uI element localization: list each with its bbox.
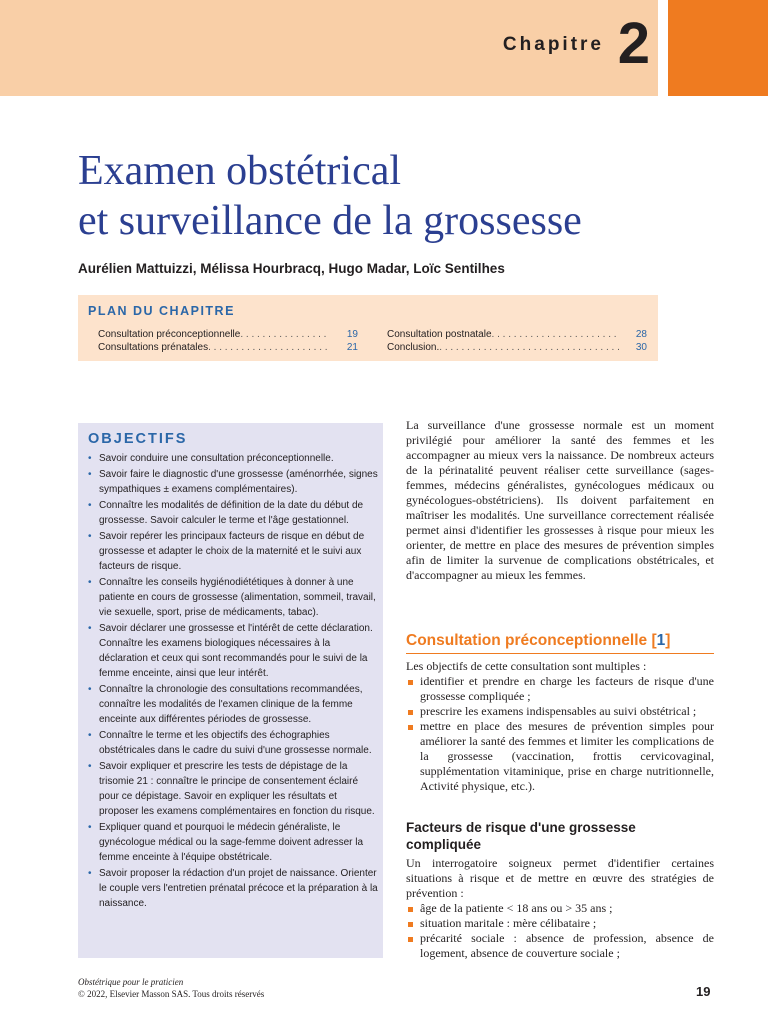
header-accent-block (668, 0, 768, 96)
chapter-number: 2 (617, 11, 650, 76)
section-lead: Les objectifs de cette consultation sont multiples : (406, 659, 647, 673)
section-heading (406, 632, 714, 654)
footer (78, 976, 264, 1000)
objective-item: • Savoir repérer les principaux facteurs de risque en début de grossesse et adapter le choix de la maternité et le suivi aux facteurs de risque. (88, 529, 378, 574)
chapter-title-line-1: Examen obstétrical (78, 148, 402, 194)
plan-entry-label: Consultation postnatale (387, 329, 492, 340)
plan-title: PLAN DU CHAPITRE (88, 304, 235, 318)
plan-entry[interactable] (98, 341, 358, 354)
objective-item: • Savoir déclarer une grossesse et l'intérêt de cette déclaration. Connaître les examens biologiques nécessaires à la déclaration et ceux qui sont recommandés pour le suivi de la femme enceinte, ainsi que leur intérêt. (88, 621, 378, 681)
list-item: situation maritale : mère célibataire ; (406, 916, 714, 931)
objective-item: • Connaître les conseils hygiénodiététiques à donner à une patiente en cours de grossesse (alimentation, sommeil, travail, vie sexuelle, sport, prise de médicaments, tabac). (88, 575, 378, 620)
page-number: 19 (696, 984, 711, 999)
plan-entry[interactable] (387, 341, 647, 354)
plan-entry-label: Consultations prénatales (98, 342, 209, 353)
subsection-heading: Facteurs de risque d'une grossesse compliquée (406, 820, 636, 852)
objective-item: • Savoir conduire une consultation préconceptionnelle. (88, 451, 378, 466)
plan-entry-page: 21 (346, 342, 358, 353)
objective-item: • Savoir proposer la rédaction d'un projet de naissance. Orienter le couple vers l'entretien prénatal précoce et la préparation à la naissance. (88, 866, 378, 911)
objectives-title: OBJECTIFS (88, 431, 188, 447)
plan-entry-page: 28 (635, 329, 647, 340)
subsection-lead: Un interrogatoire soigneux permet d'identifier certaines situations à risque et de mettre en œuvre des stratégies de prévention : (406, 856, 714, 900)
section-heading-text: Consultation préconceptionnelle (406, 632, 648, 649)
objectives-box (78, 423, 383, 958)
plan-entry[interactable] (98, 328, 358, 341)
section-list (406, 674, 714, 794)
reference-link[interactable]: 1 (656, 632, 666, 649)
list-item: âge de la patiente < 18 ans ou > 35 ans ; (406, 901, 714, 916)
section-body (406, 659, 714, 794)
objective-item: • Connaître la chronologie des consultations recommandées, connaître les modalités de l'examen clinique de la femme enceinte aux différentes périodes de grossesse. (88, 682, 378, 727)
subsection-body (406, 856, 714, 961)
list-item: mettre en place des mesures de prévention simples pour améliorer la santé des femmes et limiter les complications de la grossesse (vaccination, frottis cervicovaginal, supplémentation vitaminique, prise en charge nutritionnelle, Activité physique, etc.). (406, 719, 714, 794)
objective-item: • Connaître le terme et les objectifs des échographies obstétricales dans le cadre du suivi d'une grossesse normale. (88, 728, 378, 758)
list-item: prescrire les examens indispensables au suivi obstétrical ; (406, 704, 714, 719)
objectives-list (88, 451, 378, 912)
list-item: précarité sociale : absence de profession, absence de logement, absence de couverture sociale ; (406, 931, 714, 961)
plan-entry-page: 19 (346, 329, 358, 340)
plan-entry[interactable] (387, 328, 647, 341)
footer-copyright: © 2022, Elsevier Masson SAS. Tous droits réservés (78, 989, 265, 999)
plan-entry-page: 30 (635, 342, 647, 353)
list-item: identifier et prendre en charge les facteurs de risque d'une grossesse compliquée ; (406, 674, 714, 704)
intro-paragraph: La surveillance d'une grossesse normale est un moment privilégié pour améliorer la santé des femmes et les accompagner au mieux vers la naissance. De nombreux acteurs de la périnatalité peuvent réaliser cette surveillance (sages-femmes, médecins généralistes, gynécologues médicaux ou gynécologues-obstétriciens). Ils doivent parfaitement en maîtriser les modalités. Une surveillance correctement réalisée permet ainsi d'identifier les grossesses à risque pour mieux les orienter, de mettre en place des mesures de prévention simples afin de limiter la survenue de complications obstétricales, et d'accompagner au mieux les femmes. (406, 418, 714, 582)
leader-dots (439, 341, 619, 354)
objective-item: • Connaître les modalités de définition de la date du début de grossesse. Savoir calculer le terme et l'âge gestationnel. (88, 498, 378, 528)
chapter-title-line-2: et surveillance de la grossesse (78, 198, 582, 244)
plan-entry-label: Consultation préconceptionnelle (98, 329, 241, 340)
footer-book-title: Obstétrique pour le praticien (78, 977, 184, 987)
subsection-list (406, 901, 714, 961)
reference-close: ] (665, 632, 671, 649)
leader-dots (492, 328, 619, 341)
chapter-label: Chapitre (502, 34, 604, 55)
authors: Aurélien Mattuizzi, Mélissa Hourbracq, Hugo Madar, Loïc Sentilhes (78, 261, 505, 276)
plan-entry-label: Conclusion. (387, 342, 440, 353)
chapter-title (78, 146, 582, 246)
leader-dots (208, 341, 330, 354)
reference-open: [ (651, 632, 657, 649)
leader-dots (240, 328, 330, 341)
objective-item: • Savoir faire le diagnostic d'une grossesse (aménorrhée, signes sympathiques ± examens complémentaires). (88, 467, 378, 497)
objective-item: • Savoir expliquer et prescrire les tests de dépistage de la trisomie 21 : connaître le principe de consentement éclairé pour ce dépistage. Savoir en expliquer les résultats et proposer les examens complémentaires en fonction du risque. (88, 759, 378, 819)
objective-item: • Expliquer quand et pourquoi le médecin généraliste, le gynécologue médical ou la sage-femme doivent adresser la femme enceinte à l'équipe obstétricale. (88, 820, 378, 865)
chapter-plan-box (78, 295, 658, 361)
